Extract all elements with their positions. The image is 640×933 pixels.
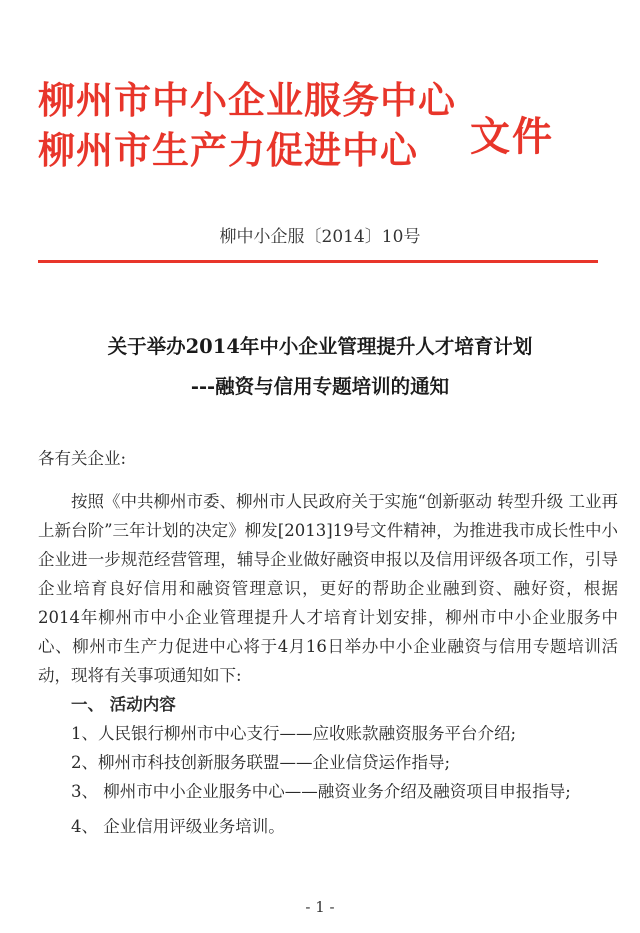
title-line-1: 关于举办2014年中小企业管理提升人才培育计划 — [107, 335, 533, 358]
title-line-2: ---融资与信用专题培训的通知 — [190, 375, 450, 398]
intro-paragraph: 按照《中共柳州市委、柳州市人民政府关于实施“创新驱动 转型升级 工业再上新台阶”三年计划的决定》柳发[2013]19号文件精神，为推进我市成长性中小企业进一步规范经营管理，辅导企业做好融资申报以及信用评级各项工作，引导企业培育良好信用和融资管理意识，更好的帮助企业融到资、融好资，根据2014年柳州市中小企业管理提升人才培育计划安排，柳州市中小企业服务中心、柳州市生产力促进中心将于4月16日举办中小企业融资与信用专题培训活动，现将有关事项通知如下: — [38, 492, 618, 685]
red-divider-rule — [38, 260, 598, 263]
document-number: 柳中小企服〔2014〕10号 — [219, 227, 421, 247]
page-number: - 1 - — [305, 898, 335, 916]
issuer-block — [38, 79, 456, 182]
document-body — [38, 444, 618, 841]
document-type-label: 文件 — [470, 114, 554, 160]
list-item: 2、柳州市科技创新服务联盟——企业信贷运作指导; — [71, 753, 451, 772]
issuer-name-line-2: 柳州市生产力促进中心 — [38, 129, 418, 172]
list-item: 3、 柳州市中小企业服务中心——融资业务介绍及融资项目申报指导; — [71, 782, 571, 801]
list-item: 1、人民银行柳州市中心支行——应收账款融资服务平台介绍; — [71, 724, 517, 743]
list-item: 4、 企业信用评级业务培训。 — [71, 817, 285, 836]
salutation: 各有关企业: — [38, 449, 127, 468]
section-heading: 一、 活动内容 — [71, 695, 176, 714]
document-title — [0, 327, 640, 407]
issuer-name-line-1: 柳州市中小企业服务中心 — [38, 79, 456, 122]
